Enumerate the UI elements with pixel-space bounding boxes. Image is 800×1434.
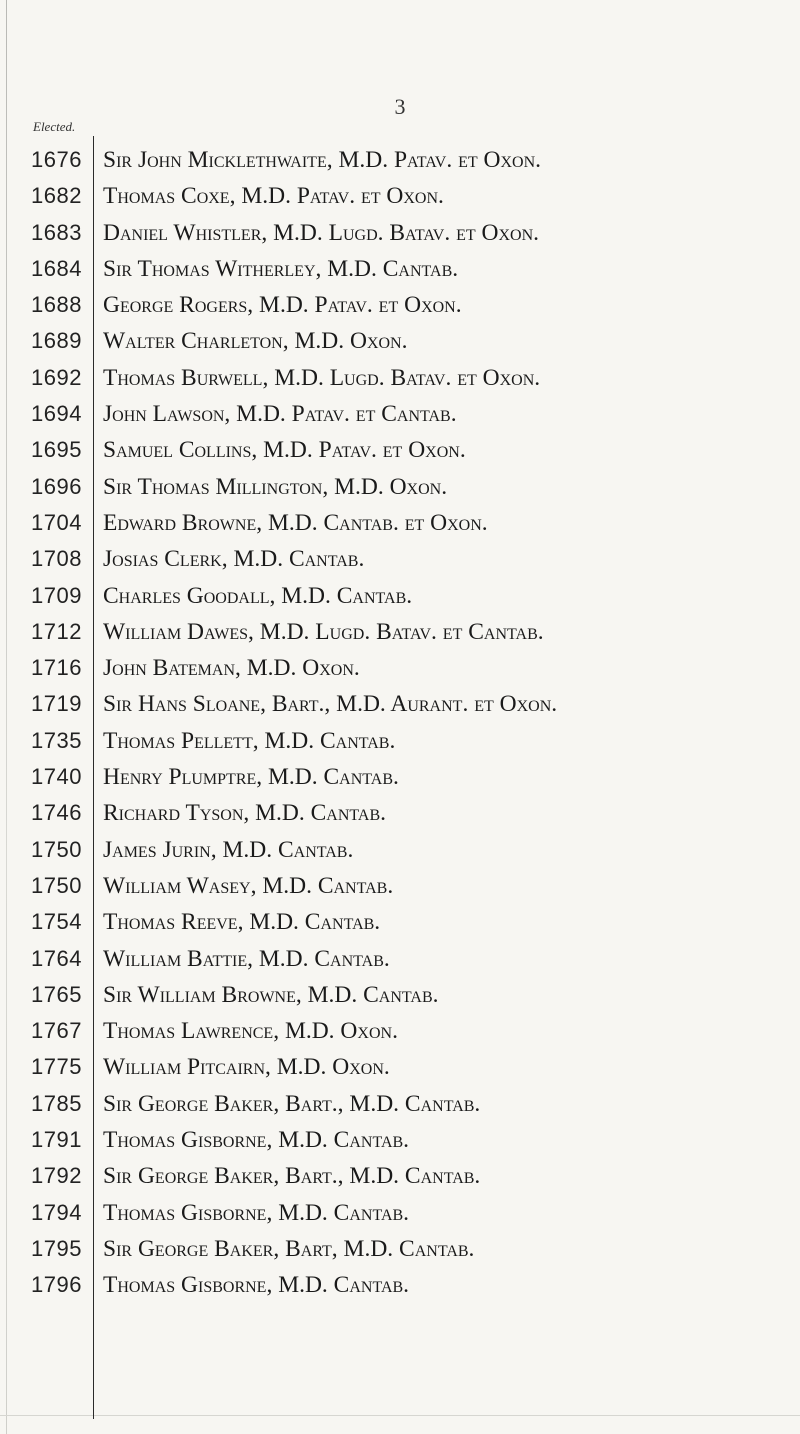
list-item	[0, 578, 800, 614]
list-item	[0, 178, 800, 214]
list-item	[0, 868, 800, 904]
elected-year: 1765	[31, 981, 82, 1007]
president-name: James Jurin, M.D. Cantab.	[103, 836, 354, 863]
elected-year: 1708	[31, 546, 82, 572]
list-item	[0, 1158, 800, 1194]
president-name: Charles Goodall, M.D. Cantab.	[103, 582, 413, 609]
president-name: John Lawson, M.D. Patav. et Cantab.	[103, 401, 457, 428]
list-item	[0, 723, 800, 759]
president-name: Thomas Gisborne, M.D. Cantab.	[103, 1272, 410, 1299]
elected-year: 1754	[31, 909, 82, 935]
elected-year: 1764	[31, 945, 82, 971]
list-item	[0, 1195, 800, 1231]
elected-year: 1767	[31, 1018, 82, 1044]
president-name: Thomas Reeve, M.D. Cantab.	[103, 909, 381, 936]
president-name: Thomas Lawrence, M.D. Oxon.	[103, 1018, 398, 1045]
elected-year: 1735	[31, 727, 82, 753]
column-header-elected: Elected.	[33, 119, 76, 134]
list-item	[0, 1049, 800, 1085]
list-item	[0, 251, 800, 287]
president-name: Sir John Micklethwaite, M.D. Patav. et Oxon.	[103, 147, 542, 173]
list-item	[0, 287, 800, 323]
elected-year: 1682	[31, 183, 82, 209]
president-name: Daniel Whistler, M.D. Lugd. Batav. et Oxon.	[103, 219, 540, 246]
elected-year: 1746	[31, 800, 82, 826]
president-name: Edward Browne, M.D. Cantab. et Oxon.	[103, 509, 488, 536]
elected-year: 1676	[31, 147, 82, 172]
list-item	[0, 1231, 800, 1267]
elected-year: 1750	[31, 872, 82, 898]
president-name: William Wasey, M.D. Cantab.	[103, 872, 394, 899]
list-item	[0, 469, 800, 505]
list-item	[0, 759, 800, 795]
elected-year: 1792	[31, 1163, 82, 1189]
president-name: Thomas Pellett, M.D. Cantab.	[103, 727, 396, 754]
list-item	[0, 505, 800, 541]
list-item	[0, 1267, 800, 1303]
elected-year: 1695	[31, 437, 82, 463]
list-item	[0, 142, 800, 178]
elected-year: 1696	[31, 473, 82, 499]
page-bottom-edge	[0, 1415, 800, 1416]
president-name: Henry Plumptre, M.D. Cantab.	[103, 764, 399, 791]
elected-year: 1689	[31, 328, 82, 354]
elected-year: 1716	[31, 655, 82, 681]
president-name: Sir George Baker, Bart., M.D. Cantab.	[103, 1090, 481, 1117]
list-item	[0, 614, 800, 650]
list-item	[0, 215, 800, 251]
president-name: Walter Charleton, M.D. Oxon.	[103, 328, 408, 355]
elected-year: 1750	[31, 836, 82, 862]
elected-year: 1683	[31, 219, 82, 245]
elected-year: 1692	[31, 364, 82, 390]
list-item	[0, 432, 800, 468]
list-item	[0, 832, 800, 868]
president-name: George Rogers, M.D. Patav. et Oxon.	[103, 292, 462, 319]
list-item	[0, 795, 800, 831]
president-name: Sir Thomas Millington, M.D. Oxon.	[103, 473, 448, 500]
list-item	[0, 323, 800, 359]
president-name: Sir George Baker, Bart, M.D. Cantab.	[103, 1235, 475, 1262]
list-item	[0, 650, 800, 686]
elected-year: 1775	[31, 1054, 82, 1080]
president-name: William Battie, M.D. Cantab.	[103, 945, 390, 972]
elected-year: 1712	[31, 618, 82, 644]
elected-year: 1688	[31, 292, 82, 318]
list-item	[0, 941, 800, 977]
list-item	[0, 904, 800, 940]
list-item	[0, 977, 800, 1013]
president-name: William Dawes, M.D. Lugd. Batav. et Cantab.	[103, 618, 544, 645]
president-name: Thomas Burwell, M.D. Lugd. Batav. et Oxon.	[103, 364, 541, 391]
elected-year: 1791	[31, 1127, 82, 1153]
elected-year: 1684	[31, 255, 82, 281]
president-name: Samuel Collins, M.D. Patav. et Oxon.	[103, 437, 466, 464]
list-item	[0, 541, 800, 577]
president-name: Thomas Gisborne, M.D. Cantab.	[103, 1127, 410, 1154]
elected-year: 1704	[31, 509, 82, 535]
elected-year: 1740	[31, 764, 82, 790]
president-name: William Pitcairn, M.D. Oxon.	[103, 1054, 390, 1081]
president-name: Richard Tyson, M.D. Cantab.	[103, 800, 386, 827]
list-item	[0, 396, 800, 432]
list-item	[0, 1122, 800, 1158]
elected-year: 1719	[31, 691, 82, 717]
president-name: Josias Clerk, M.D. Cantab.	[103, 546, 365, 573]
president-name: Sir Hans Sloane, Bart., M.D. Aurant. et Oxon.	[103, 691, 558, 718]
elected-year: 1709	[31, 582, 82, 608]
president-name: Sir George Baker, Bart., M.D. Cantab.	[103, 1163, 481, 1190]
elected-year: 1794	[31, 1199, 82, 1225]
president-name: Sir William Browne, M.D. Cantab.	[103, 981, 439, 1008]
list-item	[0, 1013, 800, 1049]
president-name: John Bateman, M.D. Oxon.	[103, 655, 360, 682]
president-name: Sir Thomas Witherley, M.D. Cantab.	[103, 255, 459, 282]
president-name: Thomas Coxe, M.D. Patav. et Oxon.	[103, 183, 444, 210]
list-item	[0, 360, 800, 396]
page-number: 3	[394, 94, 406, 119]
president-name: Thomas Gisborne, M.D. Cantab.	[103, 1199, 410, 1226]
elected-year: 1785	[31, 1090, 82, 1116]
presidents-list	[0, 142, 800, 1304]
list-item	[0, 686, 800, 722]
elected-year: 1795	[31, 1235, 82, 1261]
elected-year: 1796	[31, 1272, 82, 1298]
elected-year: 1694	[31, 401, 82, 427]
list-item	[0, 1086, 800, 1122]
